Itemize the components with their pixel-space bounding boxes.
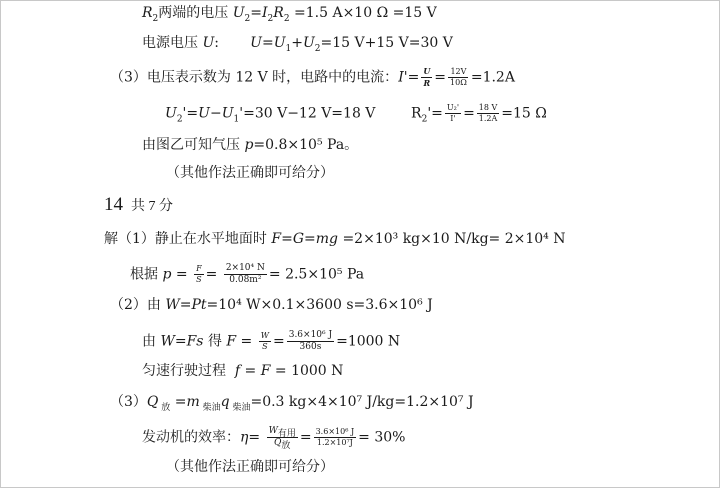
q14-part2-formula: =10⁴ W×0.1×3600 s=3.6×10⁶ J xyxy=(206,297,433,313)
q3-pressure-line: 由图乙可知气压 p=0.8×10⁵ Pa。 xyxy=(142,137,359,153)
q14-part1b-result: = 2.5×10⁵ Pa xyxy=(268,266,365,283)
q14-part1b-num: 2×10⁴ N xyxy=(225,263,265,273)
q14-part2b-den: 360s xyxy=(299,342,322,352)
q3-r2-u-num: U₂' xyxy=(446,103,460,112)
q3-voltage-resistance-line: $U_2'=U-U_1'=30$ V−12 V=18 V $R_2'=$ $\frac{\text{U₂'}}{I'}$ = $\frac{18 V}{1.2A}$ =15 Ω xyxy=(165,103,547,125)
q3-u2-formula: =30 V−12 V=18 V xyxy=(243,105,376,122)
q14-part2c-text: 匀速行驶过程 xyxy=(142,363,226,379)
q14-part2b-num: 3.6×10⁶ J xyxy=(288,330,333,340)
r2-voltage-formula: =1.5 A×10 Ω =15 V xyxy=(294,5,437,21)
q14-part3b-den: 1.2×10⁷J xyxy=(316,438,353,447)
q3-current-prefix: （3）电压表示数为 12 V 时，电路中的电流： xyxy=(110,69,399,86)
q14-part1-line: 解（1）静止在水平地面时 F=G=mg =2×10³ kg×10 N/kg= 2×10⁴ N xyxy=(104,231,566,247)
q14-part2-prefix: （2）由 xyxy=(110,297,161,313)
q14-part3b-result: = 30% xyxy=(358,429,406,446)
q14-part2b-mid: 得 xyxy=(207,333,222,350)
q14-part3b-num: 3.6×10⁶ J xyxy=(315,427,355,436)
q14-part1-prefix: 解（1）静止在水平地面时 xyxy=(104,231,267,247)
q14-part2b-result: =1000 N xyxy=(336,333,401,350)
q3-current-result: =1.2A xyxy=(470,69,515,86)
q14-part2-line: （2）由 W=Pt=10⁴ W×0.1×3600 s=3.6×10⁶ J xyxy=(110,297,433,313)
q3-pressure-label: 由图乙可知气压 xyxy=(142,137,240,153)
note-2: （其他作法正确即可给分） xyxy=(166,459,334,475)
note-1: （其他作法正确即可给分） xyxy=(166,165,334,181)
q3-r2-result: =15 Ω xyxy=(501,105,547,122)
q14-part3b-line: 发动机的效率：η= $\frac{W_{有用}}{Q_放}$ = $\frac{\text{3.6×10⁶ J}}{\text{1.2×10⁷J}}$ = 30% xyxy=(142,426,406,451)
q14-part3b-prefix: 发动机的效率： xyxy=(142,429,240,446)
r2-voltage-label: 两端的电压 xyxy=(158,5,229,21)
section-points: 共 7 分 xyxy=(131,199,173,214)
q3-current-line: （3）电压表示数为 12 V 时，电路中的电流：I'= $\frac{U}{R}$ = $\frac{12V}{10\Omega}$ =1.2A xyxy=(110,66,515,88)
section-number: 14 xyxy=(104,194,123,215)
q14-part2b-prefix: 由 xyxy=(142,333,156,350)
q3-pressure-value: =0.8×10⁵ Pa。 xyxy=(253,137,359,153)
q3-r2-num: 18 V xyxy=(478,103,498,112)
q3-frac-num: 12V xyxy=(450,67,467,76)
q14-part2c-line: 匀速行驶过程 f = F = 1000 N xyxy=(142,363,344,379)
q14-part1b-line: 根据 p = $\frac{F}{S}$ = $\frac{\text{2×10⁴ N}}{\text{0.08m²}}$ = 2.5×10⁵ Pa xyxy=(130,263,365,285)
q3-frac-den: 10Ω xyxy=(450,78,467,87)
r2-voltage-line: $R_2$两端的电压 $U_2=I_2R_2 =1.5$ A×10 Ω =15 V xyxy=(142,5,437,24)
q14-part3-line: （3）Q $_放$ =m $_{柴油}$q $_{柴油}$=0.3 kg×4×10⁷ J/kg=1.2×10⁷ J xyxy=(110,394,474,413)
q14-part3-prefix: （3） xyxy=(110,394,147,410)
source-voltage-line: 电源电压 U: $U=U_1+U_2=15$ V+15 V=30 V xyxy=(142,35,453,54)
q14-part1-formula: =2×10³ kg×10 N/kg= 2×10⁴ N xyxy=(342,231,566,247)
q14-part2b-line: 由 W=Fs 得 F = $\frac{W}{S}$ = $\frac{\text{3.6×10⁶ J}}{360s}$ =1000 N xyxy=(142,330,401,352)
section-heading xyxy=(104,196,173,216)
source-voltage-label: 电源电压 xyxy=(142,35,198,51)
q3-r2-den: 1.2A xyxy=(478,114,498,123)
source-voltage-formula: =15 V+15 V=30 V xyxy=(320,35,453,51)
q3-r2-u-den: I' xyxy=(450,114,456,123)
q14-part1b-den: 0.08m² xyxy=(229,275,262,285)
q14-part2c-formula: = 1000 N xyxy=(274,363,344,379)
q14-part3-formula: =0.3 kg×4×10⁷ J/kg=1.2×10⁷ J xyxy=(250,394,474,410)
q14-part1b-prefix: 根据 xyxy=(130,266,158,283)
